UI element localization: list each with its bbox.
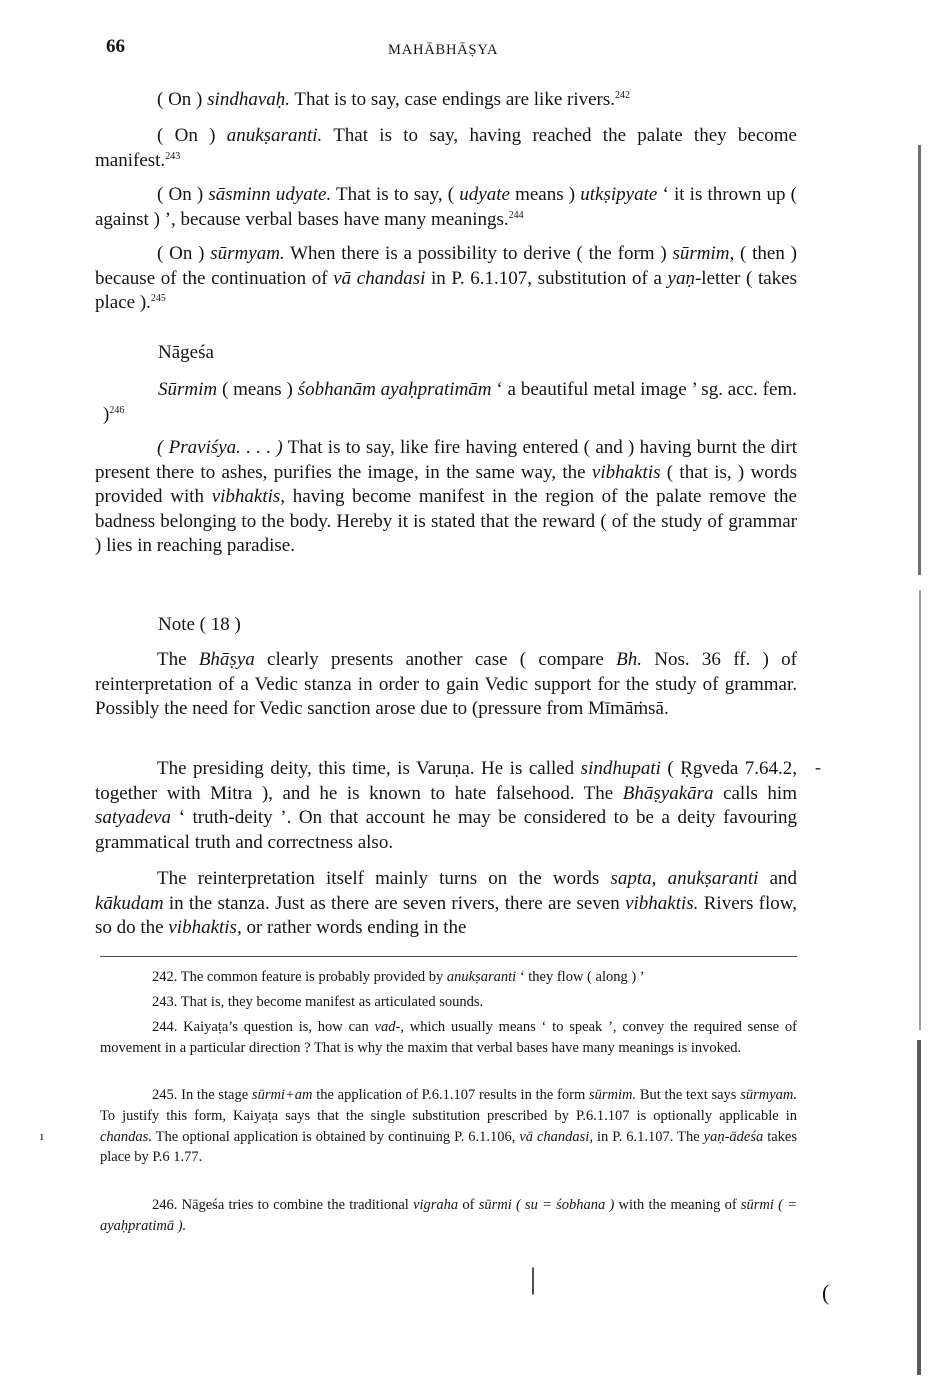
text: To justify this form, Kaiyaṭa says that the single substitution prescribed by P.6.1.107 is optionally applicable in (100, 1107, 797, 1124)
sanskrit-term: vad-, (374, 1019, 404, 1035)
section-heading-nagesa (95, 341, 797, 366)
text: The presiding deity, this time, is Varuṇa. He is called (157, 758, 581, 779)
label: ( On ) (157, 125, 227, 146)
stray-paren-mark: ( (822, 1280, 830, 1305)
paragraph-on-anuksaranti (95, 124, 797, 173)
sanskrit-term: sūrmyam. (210, 243, 285, 264)
text: in the stanza. Just as there are seven rivers, there are seven (163, 892, 626, 914)
text: Nos. 36 ff. ) of reinterpretation of a Vedic stanza in order to gain Vedic support for the study of grammar. Possibly the need for Vedic sanction arose due to (pressure from Mīmāṁsā. (95, 649, 797, 719)
text: of (458, 1197, 479, 1213)
footnote-ref: 245 (150, 293, 166, 304)
text: and (758, 868, 798, 889)
scan-edge-shadow (919, 590, 921, 1030)
text: The reinterpretation itself mainly turns on the words (157, 868, 611, 889)
text: ( that is, ) words provided with (95, 461, 798, 507)
text: That is to say, having reached the palate they become manifest. (95, 125, 797, 171)
sanskrit-term: vibhaktis, (211, 486, 286, 507)
text: takes place by P.6 1.77. (100, 1128, 798, 1166)
sanskrit-term: sūrmi+am (251, 1087, 313, 1103)
page-number: 66 (106, 36, 125, 57)
sanskrit-term: vigraha (413, 1197, 459, 1213)
text: means ) (509, 184, 581, 205)
sanskrit-term: udyate (459, 184, 510, 205)
text: -letter ( takes place ). (95, 267, 797, 313)
paragraph-pravisya (95, 436, 797, 559)
sanskrit-term: sapta, anukṣaranti (610, 868, 759, 889)
text: That is to say, like fire having entered ( and ) having burnt the dirt present there to ashes, purifies the image, in the same way, the (95, 437, 797, 483)
text: ‘ a beautiful metal image ’ sg. acc. fem. ) (103, 379, 797, 425)
footnote-246 (100, 1195, 797, 1237)
running-title: MAHĀBHĀṢYA (388, 42, 499, 58)
label: ( On ) (157, 89, 208, 110)
scan-edge-shadow (917, 1040, 921, 1375)
text: the application of P.6.1.107 results in the form (312, 1087, 589, 1103)
text: ‘ they flow ( along ) ’ (516, 969, 645, 985)
sanskrit-term: vibhaktis. (625, 892, 699, 914)
footnote-242 (100, 967, 797, 988)
footnote-243 (100, 992, 797, 1013)
left-margin-mark: ı (40, 1128, 44, 1143)
text: That is to say, case endings are like rivers. (290, 89, 616, 110)
text: ‘ it is thrown up ( against ) ’, because verbal bases have many meanings. (95, 184, 797, 230)
sanskrit-term: chandas. (100, 1128, 152, 1145)
footnote-number: 242. (152, 969, 178, 985)
sanskrit-term: sūrmim. (588, 1087, 637, 1103)
text: ( means ) (217, 379, 298, 400)
sanskrit-term: utkṣipyate (580, 184, 658, 205)
paragraph-on-sasminn (95, 183, 797, 232)
text: ( Ṛgveda 7.64.2, together with Mitra ), and he is known to hate falsehood. The (95, 758, 797, 804)
footnote-245 (100, 1085, 797, 1168)
text: in P. 6.1.107, substitution of a (425, 267, 668, 289)
heading-text: Note ( 18 ) (158, 614, 241, 635)
text: ( then ) because of the continuation of (95, 243, 797, 289)
text: in P. 6.1.107. The (592, 1128, 704, 1145)
text: having become manifest in the region of the palate remove the badness belonging to the body. Hereby it is stated that the reward ( of the study of grammar ) lies in reaching paradise. (95, 486, 797, 556)
sanskrit-term: sūrmi ( su = śobhana ) (478, 1197, 615, 1213)
footnote-number: 244. (152, 1019, 178, 1035)
sanskrit-term: vibhaktis (591, 461, 661, 483)
sanskrit-term: vā chandasi (333, 267, 426, 289)
text: calls him (713, 782, 797, 804)
paragraph-bhasya (95, 648, 797, 722)
sanskrit-term: Sūrmim (158, 379, 218, 400)
sanskrit-term: kākudam (95, 892, 164, 914)
footnote-divider (100, 956, 797, 957)
text: Kaiyaṭa’s question is, how can (177, 1019, 375, 1035)
text: clearly presents another case ( compare (254, 649, 617, 670)
sanskrit-term: sāsminn udyate. (208, 184, 332, 205)
footnote-ref: 243 (165, 150, 181, 162)
footnote-ref: 242 (615, 90, 631, 101)
sanskrit-term: yaṇ (667, 267, 695, 289)
label: ( On ) (157, 243, 211, 264)
sanskrit-term: sindhupati (580, 758, 661, 779)
sanskrit-term: sindhavaḥ. (207, 89, 290, 110)
sanskrit-term: ( Praviśya. . . . ) (157, 437, 283, 458)
sanskrit-term: śobhanām ayaḥpratimām (297, 379, 492, 400)
label: ( On ) (157, 184, 209, 205)
sanskrit-term: vibhaktis, (168, 917, 242, 938)
scan-edge-shadow (918, 145, 921, 575)
text: The common feature is probably provided by (177, 969, 447, 985)
heading-text: Nāgeśa (158, 342, 214, 363)
text: with the meaning of (614, 1197, 741, 1213)
text: That is to say, ( (331, 184, 460, 205)
text: or rather words ending in the (241, 917, 467, 938)
sanskrit-term: Bhāṣyakāra (622, 782, 714, 804)
paragraph-reinterpretation (95, 867, 797, 941)
text: When there is a possibility to derive ( the form ) (284, 243, 673, 264)
paragraph-surmim (103, 378, 797, 427)
sanskrit-term: sūrmi ( = ayaḥpratimā ). (100, 1197, 797, 1234)
stray-stroke-mark: | (530, 1262, 537, 1295)
margin-tick-mark: - (815, 757, 821, 777)
sanskrit-term: sūrmyam. (740, 1087, 797, 1103)
sanskrit-term: yaṇ-ādeśa (703, 1128, 764, 1145)
text: But the text says (636, 1087, 741, 1103)
footnote-number: 246. (152, 1197, 178, 1213)
text: In the stage (177, 1087, 252, 1103)
sanskrit-term: Bhāṣya (198, 649, 255, 670)
text: The (157, 649, 199, 670)
text: The optional application is obtained by continuing P. 6.1.106, (151, 1128, 520, 1145)
sanskrit-term: satyadeva (95, 807, 171, 828)
text: which usually means ‘ to speak ’, convey the required sense of movement in a particular direction ? That is why the maxim that verbal bases have many meanings is invoked. (100, 1019, 797, 1056)
footnote-number: 245. (152, 1087, 178, 1103)
footnote-number: 243. (152, 994, 178, 1010)
sanskrit-term: anukṣaranti. (226, 125, 323, 146)
sanskrit-term: vā chandasi, (519, 1128, 593, 1145)
text: ‘ truth-deity ’. On that account he may be considered to be a deity favouring grammatical truth and correctness also. (95, 807, 797, 853)
text: Nāgeśa tries to combine the traditional (177, 1197, 414, 1213)
paragraph-deity (95, 757, 797, 855)
text: That is, they become manifest as articulated sounds. (177, 994, 484, 1010)
footnote-244 (100, 1017, 797, 1059)
sanskrit-term: Bh. (616, 649, 642, 670)
footnote-ref: 244 (508, 209, 524, 221)
paragraph-on-surmyam (95, 242, 797, 316)
footnote-ref: 246 (109, 404, 125, 416)
paragraph-on-sindhavah (95, 88, 797, 113)
sanskrit-term: sūrmim, (672, 243, 735, 264)
sanskrit-term: anukṣaranti (446, 969, 517, 985)
section-heading-note (95, 613, 797, 638)
text: Rivers flow, so do the (95, 892, 798, 938)
